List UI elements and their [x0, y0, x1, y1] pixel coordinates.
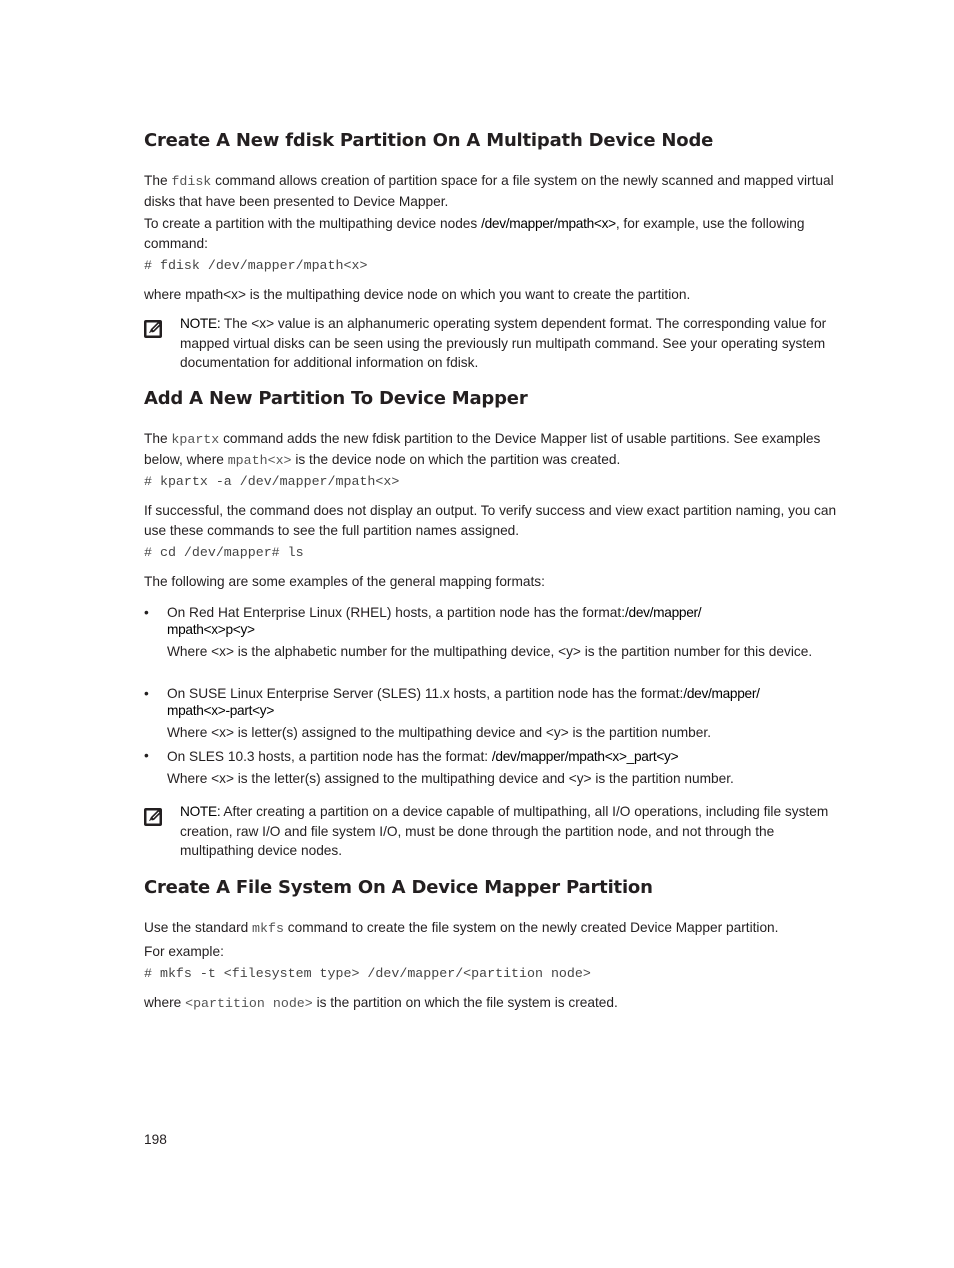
list-item-rhel-detail: Where <x> is the alphabetic number for the multipathing device, <y> is the partition number for this device. [167, 644, 813, 659]
section-heading-fdisk: Create A New fdisk Partition On A Multipath Device Node [144, 130, 714, 151]
paragraph-kpartx-intro: The kpartx command adds the new fdisk partition to the Device Mapper list of usable partitions. See examples below, where mpath<x> is the device node on which the partition was created. [144, 431, 821, 468]
inline-code-fdisk: fdisk [171, 174, 212, 189]
bullet-mark: • [144, 748, 149, 763]
paragraph-fdisk-intro: The fdisk command allows creation of partition space for a file system on the newly scanned and mapped virtual disks that have been presented to Device Mapper. [144, 173, 834, 209]
inline-code-mkfs: mkfs [252, 921, 284, 936]
inline-code-partition-node: <partition node> [185, 996, 313, 1011]
list-item-sles10: On SLES 10.3 hosts, a partition node has the format: /dev/mapper/mpath<x>_part<y> [167, 749, 679, 764]
code-ls-command: # cd /dev/mapper# ls [144, 545, 304, 560]
note-label: NOTE: [180, 804, 221, 819]
note-pencil-icon [144, 806, 164, 826]
page-number: 198 [144, 1132, 167, 1147]
paragraph-mkfs-where: where <partition node> is the partition on which the file system is created. [144, 995, 618, 1011]
list-item-sles10-detail: Where <x> is the letter(s) assigned to the multipathing device and <y> is the partition number. [167, 771, 734, 786]
bullet-mark: • [144, 686, 149, 701]
bullet-mark: • [144, 605, 149, 620]
inline-code-mpath: mpath<x> [227, 452, 292, 468]
device-path: /dev/mapper/mpath<x> [481, 216, 616, 231]
list-item-rhel: On Red Hat Enterprise Linux (RHEL) hosts, a partition node has the format:/dev/mapper/ mpath<x>p<y> [167, 605, 702, 637]
section-heading-mkfs: Create A File System On A Device Mapper Partition [144, 877, 653, 898]
code-mkfs-command: # mkfs -t <filesystem type> /dev/mapper/<partition node> [144, 966, 591, 981]
note-pencil-icon [144, 318, 164, 338]
note-label: NOTE: [180, 316, 221, 331]
paragraph-mapping-formats: The following are some examples of the general mapping formats: [144, 574, 545, 589]
list-item-sles11: On SUSE Linux Enterprise Server (SLES) 11.x hosts, a partition node has the format:/dev/mapper/ mpath<x>-part<y> [167, 686, 760, 718]
inline-code-kpartx: kpartx [171, 432, 220, 447]
paragraph-fdisk-where: where mpath<x> is the multipathing device node on which you want to create the partition. [144, 287, 691, 302]
paragraph-for-example: For example: [144, 944, 224, 959]
code-kpartx-command: # kpartx -a /dev/mapper/mpath<x> [144, 474, 400, 489]
list-item-sles11-detail: Where <x> is letter(s) assigned to the multipathing device and <y> is the partition number. [167, 725, 711, 740]
note-fdisk: NOTE: The <x> value is an alphanumeric operating system dependent format. The corresponding value for mapped virtual disks can be seen using the previously run multipath command. See your operating system documentation for additional information on fdisk. [180, 316, 827, 370]
paragraph-mkfs-intro: Use the standard mkfs command to create the file system on the newly created Device Mapper partition. [144, 920, 779, 936]
code-fdisk-command: # fdisk /dev/mapper/mpath<x> [144, 258, 368, 273]
section-heading-kpartx: Add A New Partition To Device Mapper [144, 388, 528, 409]
paragraph-fdisk-howto: To create a partition with the multipathing device nodes /dev/mapper/mpath<x>, for example, use the following command: [144, 216, 805, 251]
note-partition-node: NOTE: After creating a partition on a device capable of multipathing, all I/O operations, including file system creation, raw I/O and file system I/O, must be done through the partition node, and not through the multipathing device nodes. [180, 804, 829, 858]
paragraph-kpartx-verify: If successful, the command does not display an output. To verify success and view exact partition naming, you can use these commands to see the full partition names assigned. [144, 503, 837, 538]
